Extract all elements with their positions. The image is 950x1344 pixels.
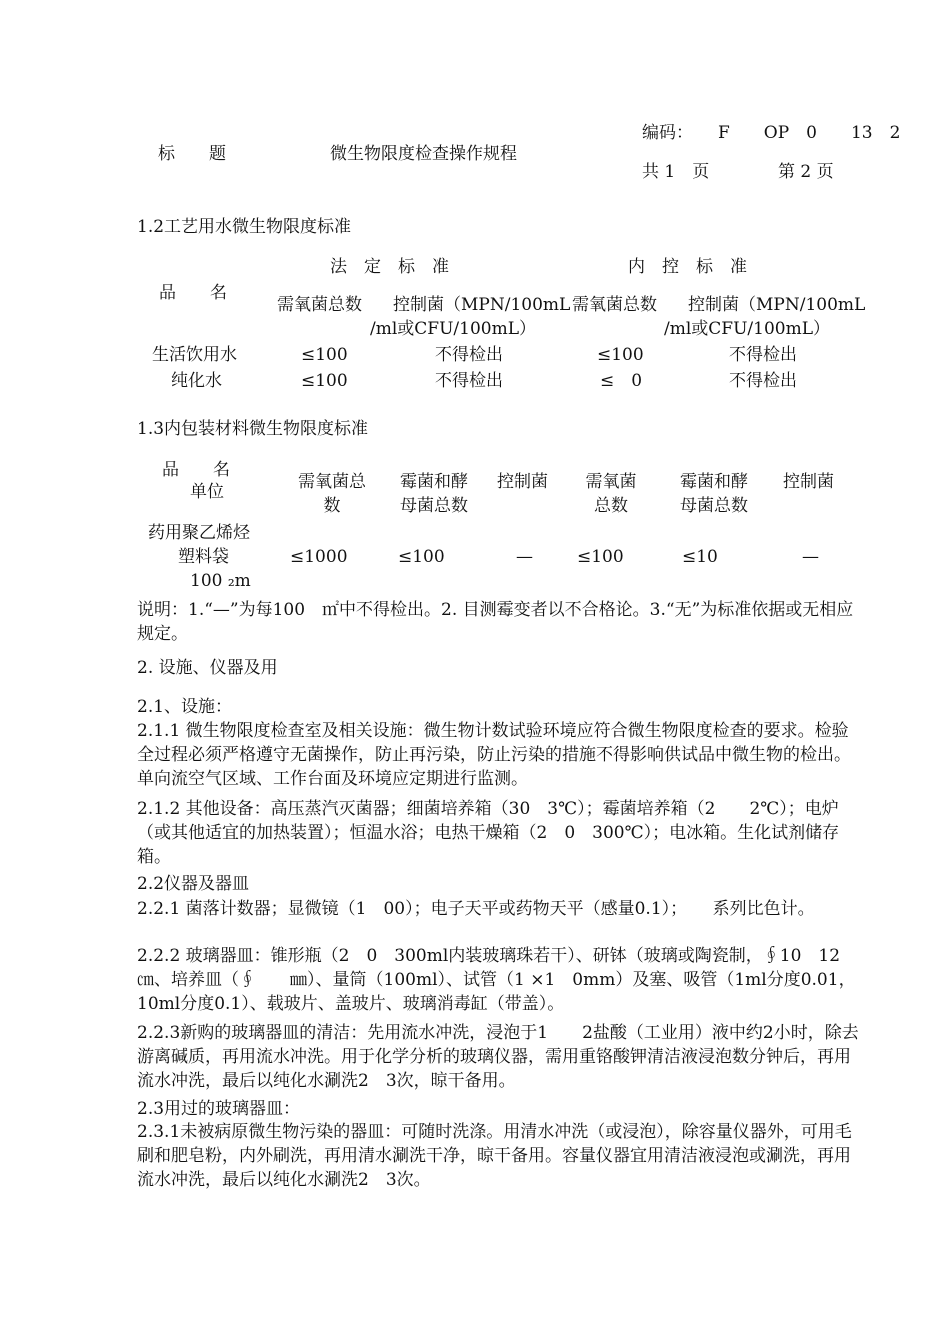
table-cell: ≤1000 <box>290 547 348 567</box>
col-aerobic-b-2: 总数 <box>594 496 628 516</box>
paragraph: 2.3.1未被病原微生物污染的器皿：可随时洗涤。用清水冲洗（或浸泡），除容量仪器外，可用毛刷和肥皂粉，内外刷洗，再用清水涮洗干净，晾干备用。容量仪器宜用清洁液浸泡或涮洗，再用流水冲洗，最后以纯化水涮洗2 3次。 <box>137 1122 852 1190</box>
row-unit: 100 ₂m <box>190 571 251 591</box>
row-name-2: 塑料袋 <box>178 547 229 567</box>
table-cell: 不得检出 <box>435 371 503 391</box>
col-control: 控制菌 <box>497 472 548 492</box>
col-control-internal-2: /ml或CFU/100mL） <box>664 319 830 339</box>
page-total: 共 1 页 <box>642 162 710 182</box>
title-label: 标 题 <box>158 144 226 164</box>
table-row-name: 纯化水 <box>171 371 222 391</box>
col-control-internal-1: 控制菌（MPN/100mL <box>688 295 866 315</box>
paragraph: 2.1.1 微生物限度检查室及相关设施：微生物计数试验环境应符合微生物限度检查的要求。检验全过程必须严格遵守无菌操作，防止再污染，防止污染的措施不得影响供试品中微生物的检出。单向流空气区域、工作台面及环境应定期进行监测。 <box>137 721 851 789</box>
col-mold-b: 霉菌和酵 <box>680 472 748 492</box>
col-control-b: 控制菌 <box>783 472 834 492</box>
code-label: 编码： <box>642 123 693 143</box>
section-1-2-heading: 1.2工艺用水微生物限度标准 <box>137 217 352 237</box>
table-cell: ≤100 <box>577 547 624 567</box>
col-aerobic-legal: 需氧菌总数 <box>277 295 362 315</box>
section-1-3-heading: 1.3内包装材料微生物限度标准 <box>137 419 369 439</box>
col-mold-2: 母菌总数 <box>400 496 468 516</box>
table-cell: ≤ 0 <box>600 371 643 391</box>
col-legal-standard: 法 定 标 准 <box>330 257 449 277</box>
table-cell: — <box>516 547 533 567</box>
paragraph: 2.2.3新购的玻璃器皿的清洁：先用流水冲洗，浸泡于1 2盐酸（工业用）液中约2小时，除去游离碱质，再用流水冲洗。用于化学分析的玻璃仪器，需用重铬酸钾清洁液浸泡数分钟后，再用流水冲洗，最后以纯化水涮洗2 3次，晾干备用。 <box>137 1023 859 1091</box>
col-aerobic: 需氧菌总 <box>298 472 366 492</box>
col-internal-standard: 内 控 标 准 <box>628 257 747 277</box>
col-control-legal-2: /ml或CFU/100mL） <box>370 319 536 339</box>
col-aerobic-2: 数 <box>323 496 341 516</box>
table-cell: ≤100 <box>398 547 445 567</box>
paragraph: 2.1.2 其他设备：高压蒸汽灭菌器；细菌培养箱（30 3℃）；霉菌培养箱（2 2℃）；电炉（或其他适宜的加热装置）；恒温水浴；电热干燥箱（2 0 300℃）；电冰箱。生化试剂储存箱。 <box>137 799 840 867</box>
col-mold-b-2: 母菌总数 <box>680 496 748 516</box>
code-value: F OP 0 13 2 <box>718 123 901 143</box>
note-text: 说明：1.“—”为每100 ㎡中不得检出。2. 目测霉变者以不合格论。3.“无”为标准依据或无相应规定。 <box>137 600 854 644</box>
paragraph: 2.3用过的玻璃器皿： <box>137 1099 301 1119</box>
col-mold: 霉菌和酵 <box>400 472 468 492</box>
table-row-name: 生活饮用水 <box>152 345 237 365</box>
paragraph: 2.2.1 菌落计数器；显微镜（1 00）；电子天平或药物天平（感量0.1）； 系列比色计。 <box>137 899 815 919</box>
table-cell: ≤100 <box>597 345 644 365</box>
col-aerobic-internal: 需氧菌总数 <box>572 295 657 315</box>
col-aerobic-b: 需氧菌 <box>585 472 637 492</box>
table-cell: ≤10 <box>682 547 718 567</box>
paragraph: 2.2仪器及器皿 <box>137 874 250 894</box>
table-cell: ≤100 <box>301 371 348 391</box>
paragraph: 2.2.2 玻璃器皿：锥形瓶（2 0 300ml内装玻璃珠若干）、研钵（玻璃或陶瓷制，∮10 12 ㎝、培养皿（∮ ㎜）、量筒（100ml）、试管（1 ×1 0mm）及塞、吸管（1ml分度0.01， 10ml分度0.1）、载玻片、盖玻片、玻璃消毒缸（带盖）。 <box>137 946 865 1014</box>
row-name: 药用聚乙烯烃 <box>148 523 250 543</box>
table-cell: — <box>802 547 819 567</box>
col-item-unit: 单位 <box>190 482 224 502</box>
col-item-name: 品 名 <box>159 283 227 303</box>
page-current: 第 2 页 <box>778 162 834 182</box>
paragraph: 2.1、设施： <box>137 697 233 717</box>
table-cell: 不得检出 <box>729 371 797 391</box>
col-control-legal-1: 控制菌（MPN/100mL <box>393 295 571 315</box>
table-cell: ≤100 <box>301 345 348 365</box>
table-cell: 不得检出 <box>729 345 797 365</box>
document-title: 微生物限度检查操作规程 <box>330 144 517 164</box>
col-item-name: 品 名 <box>162 460 230 480</box>
section-2-heading: 2. 设施、仪器及用 <box>137 658 278 678</box>
table-cell: 不得检出 <box>435 345 503 365</box>
